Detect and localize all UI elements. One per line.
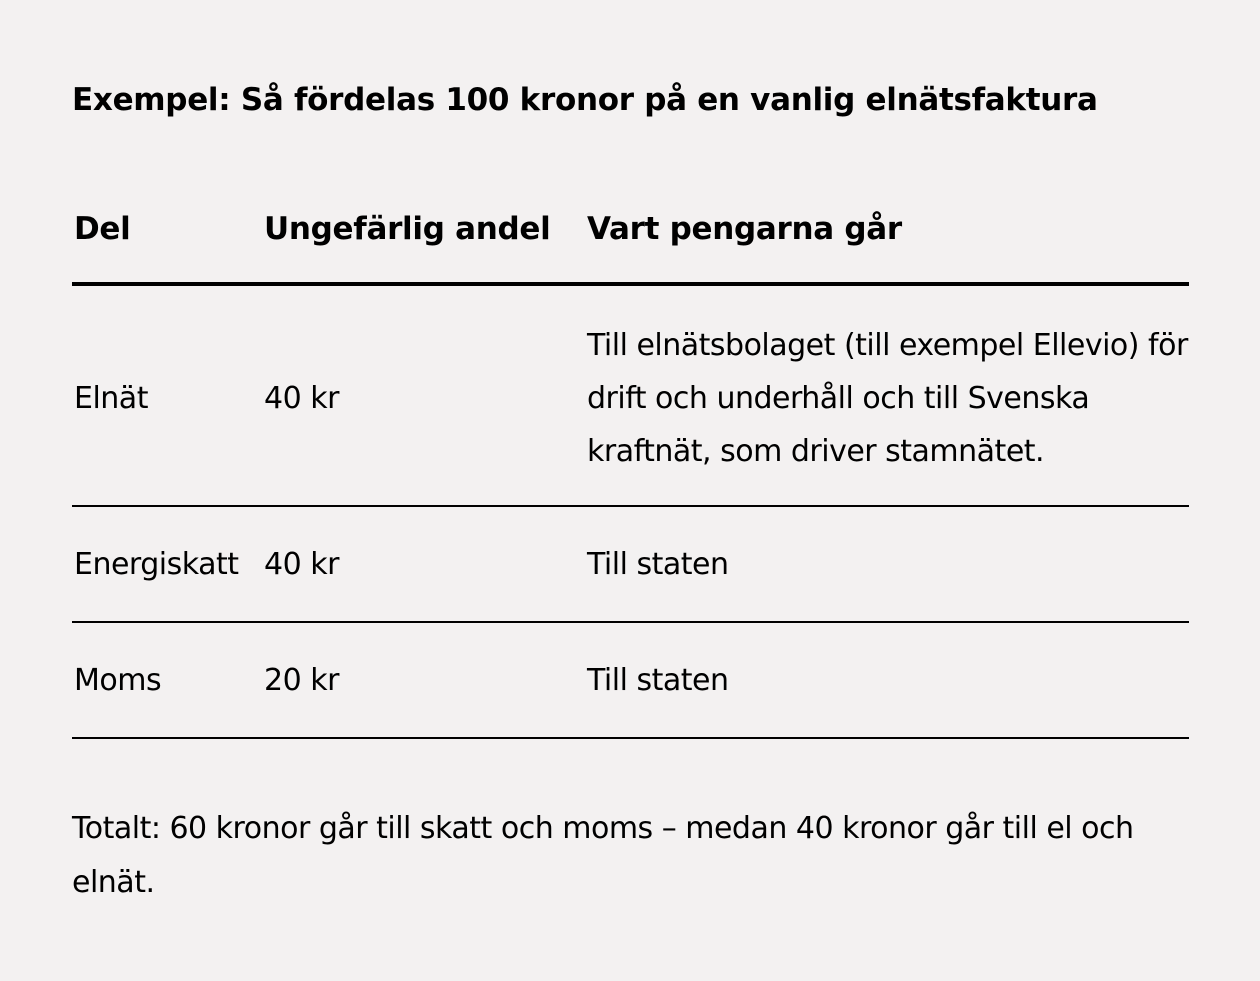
cell-part: Moms — [72, 622, 262, 738]
total-summary: Totalt: 60 kronor går till skatt och moms – medan 40 kronor går till el och elnät. — [72, 811, 1134, 900]
table-row — [72, 506, 1189, 622]
cell-part: Energiskatt — [72, 506, 262, 622]
header-vart-pengarna-gar: Vart pengarna går — [585, 186, 1189, 284]
table-row — [72, 284, 1189, 506]
cell-destination: Till staten — [585, 506, 1189, 622]
page-title: Exempel: Så fördelas 100 kronor på en vanlig elnätsfaktura — [72, 82, 1098, 118]
cell-destination: Till elnätsbolaget (till exempel Ellevio) för drift och underhåll och till Svenska kraftnät, som driver stamnätet. — [585, 284, 1189, 506]
cell-part: Elnät — [72, 284, 262, 506]
distribution-table — [72, 186, 1189, 739]
table-header-row — [72, 186, 1189, 284]
cell-share: 40 kr — [262, 506, 585, 622]
cell-destination: Till staten — [585, 622, 1189, 738]
header-ungefarlig-andel: Ungefärlig andel — [262, 186, 585, 284]
cell-share: 20 kr — [262, 622, 585, 738]
cell-share: 40 kr — [262, 284, 585, 506]
header-del: Del — [72, 186, 262, 284]
table-row — [72, 622, 1189, 738]
